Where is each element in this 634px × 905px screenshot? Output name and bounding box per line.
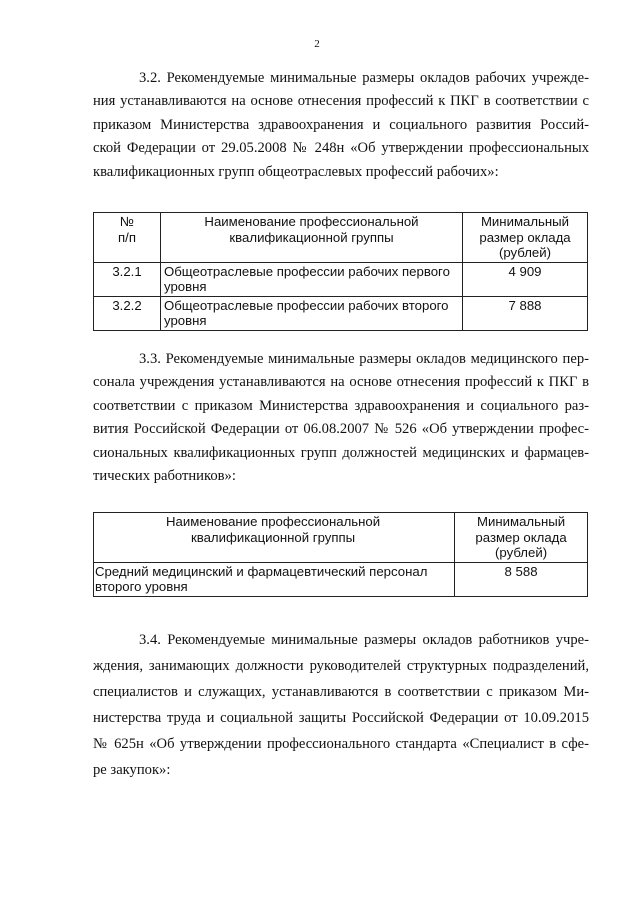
paragraph-line: ре закупок»: bbox=[93, 762, 171, 778]
paragraph-line: ской Федерации от 29.05.2008 № 248н «Об утверждении профессиональных bbox=[93, 140, 589, 157]
page-number: 2 bbox=[314, 38, 320, 50]
header-number: № п/п bbox=[94, 213, 161, 263]
paragraph-line: ждения, занимающих должности руководителей структурных подразделений, bbox=[93, 658, 589, 674]
paragraph-line: специалистов и служащих, устанавливаются в соответствии с приказом Ми- bbox=[93, 684, 589, 700]
paragraph-line: сиональных квалификационных групп должностей медицинских и фармацев- bbox=[93, 444, 589, 461]
paragraph-line: тических работников»: bbox=[93, 467, 236, 484]
paragraph-3-3 bbox=[93, 348, 589, 488]
row-min-salary: 7 888 bbox=[463, 296, 588, 330]
paragraph-line: соответствии с приказом Министерства здравоохранения и социального раз- bbox=[93, 397, 589, 414]
row-group-name: Общеотраслевые профессии рабочих первого уровня bbox=[161, 262, 463, 296]
paragraph-3-4 bbox=[93, 627, 589, 783]
table-header-row bbox=[94, 513, 588, 563]
table-medical-salaries bbox=[93, 512, 588, 597]
paragraph-line: вития Российской Федерации от 06.08.2007 № 526 «Об утверждении профес- bbox=[93, 421, 589, 438]
header-min-salary: Минимальный размер оклада (рублей) bbox=[463, 213, 588, 263]
paragraph-line: 3.2. Рекомендуемые минимальные размеры окладов рабочих учрежде- bbox=[139, 70, 589, 86]
table-row bbox=[94, 262, 588, 296]
paragraph-line: сонала учреждения устанавливаются на основе отнесения профессий к ПКГ в bbox=[93, 374, 589, 391]
paragraph-line: № 625н «Об утверждении профессионального стандарта «Специалист в сфе- bbox=[93, 736, 589, 752]
header-group-name: Наименование профессиональной квалификационной группы bbox=[161, 213, 463, 263]
paragraph-line: 3.3. Рекомендуемые минимальные размеры окладов медицинского пер- bbox=[139, 351, 589, 367]
paragraph-line: приказом Министерства здравоохранения и социального развития Россий- bbox=[93, 116, 589, 133]
table-row bbox=[94, 296, 588, 330]
table-worker-salaries bbox=[93, 212, 588, 331]
paragraph-3-2 bbox=[93, 67, 589, 184]
paragraph-line: нистерства труда и социальной защиты Российской Федерации от 10.09.2015 bbox=[93, 710, 589, 726]
row-min-salary: 8 588 bbox=[455, 562, 588, 596]
paragraph-line: 3.4. Рекомендуемые минимальные размеры окладов работников учре- bbox=[139, 632, 589, 648]
header-min-salary: Минимальный размер оклада (рублей) bbox=[455, 513, 588, 563]
row-group-name: Общеотраслевые профессии рабочих второго уровня bbox=[161, 296, 463, 330]
row-number: 3.2.1 bbox=[94, 262, 161, 296]
paragraph-line: квалификационных групп общеотраслевых профессий рабочих»: bbox=[93, 163, 499, 180]
row-group-name: Средний медицинский и фармацевтический персонал второго уровня bbox=[94, 562, 455, 596]
row-min-salary: 4 909 bbox=[463, 262, 588, 296]
row-number: 3.2.2 bbox=[94, 296, 161, 330]
table-header-row bbox=[94, 213, 588, 263]
header-group-name: Наименование профессиональной квалификационной группы bbox=[94, 513, 455, 563]
paragraph-line: ния устанавливаются на основе отнесения профессий к ПКГ в соответствии с bbox=[93, 93, 589, 110]
table-row bbox=[94, 562, 588, 596]
